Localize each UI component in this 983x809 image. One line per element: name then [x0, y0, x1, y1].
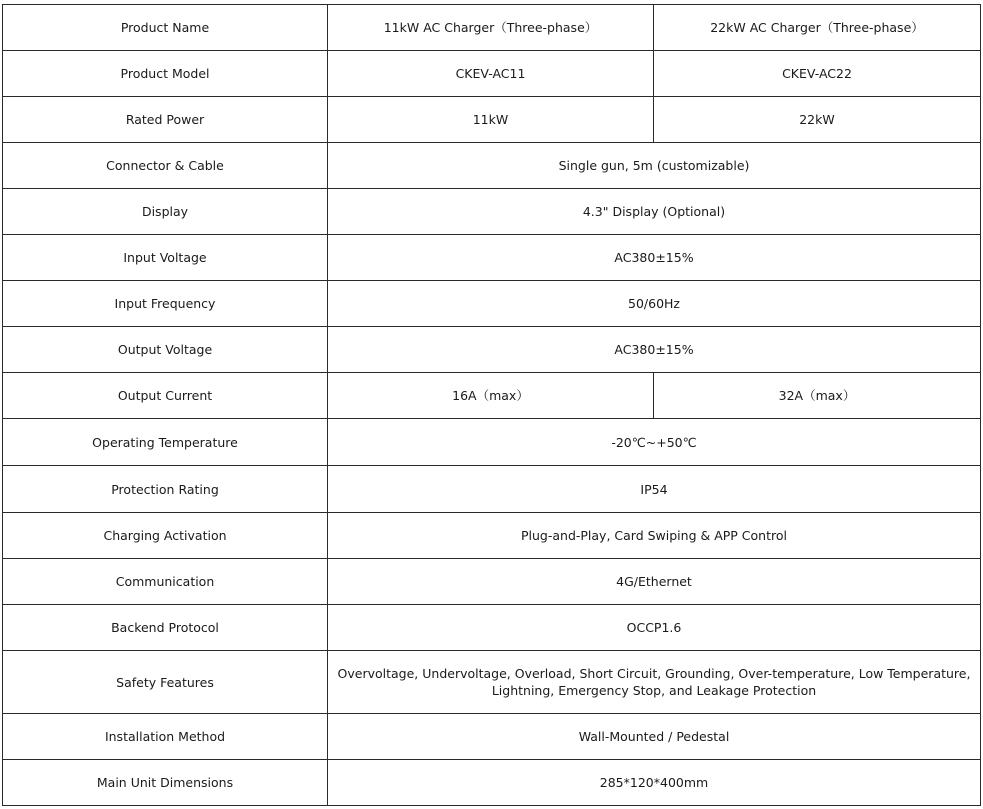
- cell-charging-activation: Plug-and-Play, Card Swiping & APP Control: [328, 513, 981, 559]
- cell-display: 4.3" Display (Optional): [328, 189, 981, 235]
- row-label-safety-features: Safety Features: [3, 651, 328, 714]
- row-label-display: Display: [3, 189, 328, 235]
- cell-input-frequency: 50/60Hz: [328, 281, 981, 327]
- row-label-installation-method: Installation Method: [3, 714, 328, 760]
- row-label-output-current: Output Current: [3, 373, 328, 419]
- cell-connector-cable: Single gun, 5m (customizable): [328, 143, 981, 189]
- table-row: [3, 281, 981, 327]
- row-label-protection-rating: Protection Rating: [3, 466, 328, 513]
- cell-communication: 4G/Ethernet: [328, 559, 981, 605]
- table-row: [3, 714, 981, 760]
- row-label-input-voltage: Input Voltage: [3, 235, 328, 281]
- row-label-backend-protocol: Backend Protocol: [3, 605, 328, 651]
- cell-rated-power-22kw: 22kW: [654, 97, 981, 143]
- cell-output-voltage: AC380±15%: [328, 327, 981, 373]
- table-row: [3, 235, 981, 281]
- cell-rated-power-11kw: 11kW: [328, 97, 654, 143]
- table-row: [3, 513, 981, 559]
- row-label-output-voltage: Output Voltage: [3, 327, 328, 373]
- row-label-main-unit-dimensions: Main Unit Dimensions: [3, 760, 328, 806]
- cell-main-unit-dimensions: 285*120*400mm: [328, 760, 981, 806]
- cell-protection-rating: IP54: [328, 466, 981, 513]
- cell-output-current-22kw: 32A（max）: [654, 373, 981, 419]
- cell-product-model-22kw: CKEV-AC22: [654, 51, 981, 97]
- table-row: [3, 760, 981, 806]
- table-row: [3, 327, 981, 373]
- cell-product-name-22kw: 22kW AC Charger（Three-phase）: [654, 5, 981, 51]
- row-label-connector-cable: Connector & Cable: [3, 143, 328, 189]
- cell-installation-method: Wall-Mounted / Pedestal: [328, 714, 981, 760]
- cell-backend-protocol: OCCP1.6: [328, 605, 981, 651]
- spec-table: [2, 4, 981, 806]
- row-label-operating-temperature: Operating Temperature: [3, 419, 328, 466]
- table-row: [3, 143, 981, 189]
- table-row: [3, 559, 981, 605]
- cell-output-current-11kw: 16A（max）: [328, 373, 654, 419]
- table-row: [3, 373, 981, 419]
- table-row: [3, 189, 981, 235]
- table-row: [3, 605, 981, 651]
- row-label-rated-power: Rated Power: [3, 97, 328, 143]
- table-row: [3, 466, 981, 513]
- table-row: [3, 651, 981, 714]
- cell-safety-features: Overvoltage, Undervoltage, Overload, Short Circuit, Grounding, Over-temperature, Low Temperature, Lightning, Emergency Stop, and Leakage Protection: [328, 651, 981, 714]
- table-row: [3, 5, 981, 51]
- row-label-communication: Communication: [3, 559, 328, 605]
- row-label-product-model: Product Model: [3, 51, 328, 97]
- row-label-input-frequency: Input Frequency: [3, 281, 328, 327]
- cell-input-voltage: AC380±15%: [328, 235, 981, 281]
- row-label-charging-activation: Charging Activation: [3, 513, 328, 559]
- table-row: [3, 419, 981, 466]
- row-label-product-name: Product Name: [3, 5, 328, 51]
- cell-product-name-11kw: 11kW AC Charger（Three-phase）: [328, 5, 654, 51]
- table-row: [3, 97, 981, 143]
- table-row: [3, 51, 981, 97]
- cell-operating-temperature: -20℃~+50℃: [328, 419, 981, 466]
- cell-product-model-11kw: CKEV-AC11: [328, 51, 654, 97]
